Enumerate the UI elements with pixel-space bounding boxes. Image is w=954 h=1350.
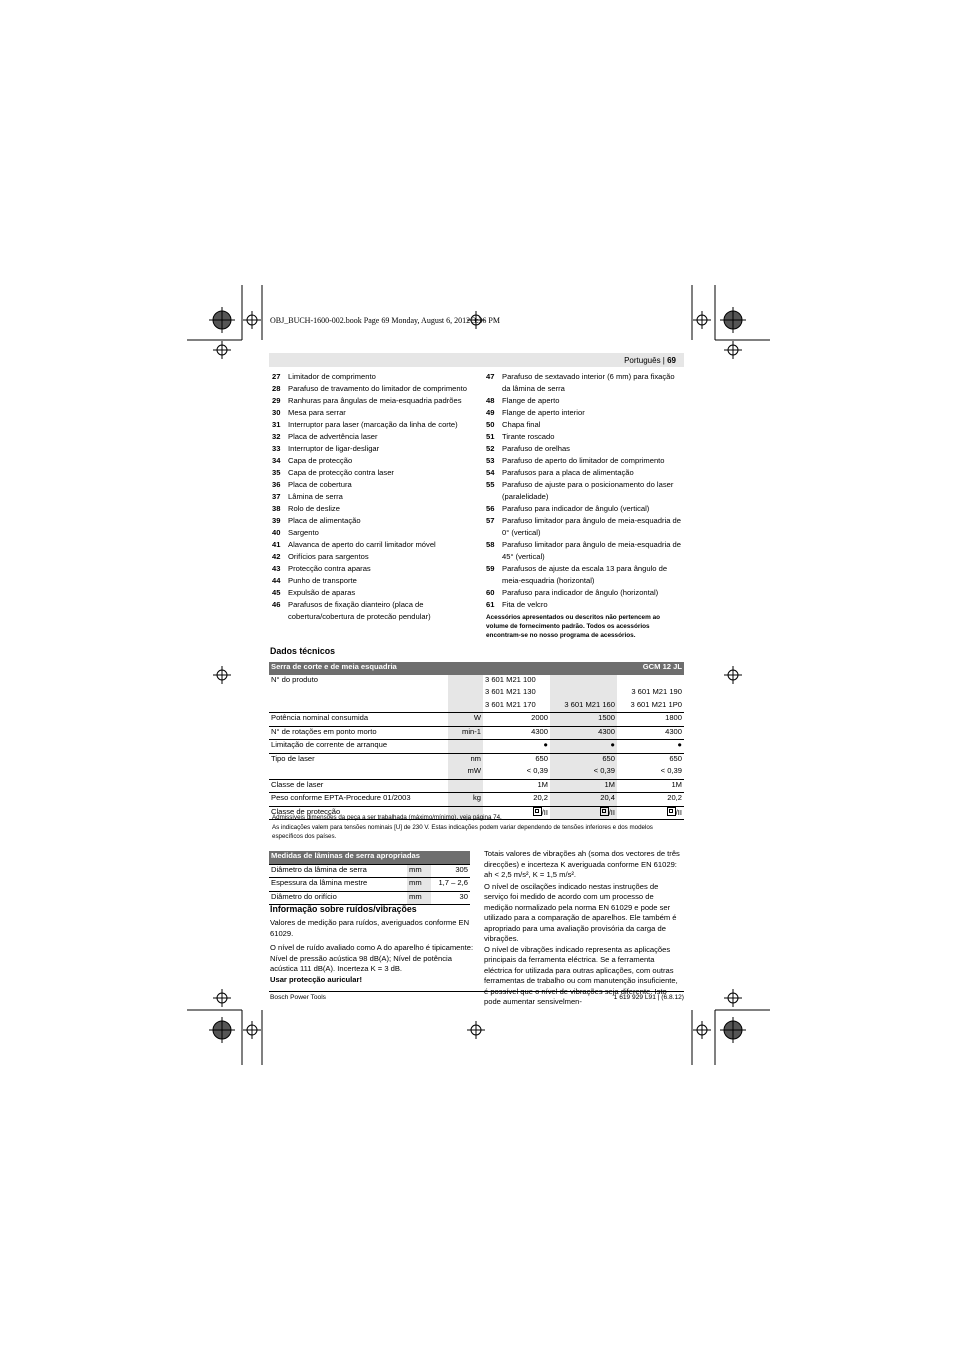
list-item (486, 503, 684, 515)
item-number: 30 (272, 408, 281, 417)
item-text: Capa de protecção (288, 456, 353, 465)
item-text: Placa de cobertura (288, 480, 352, 489)
item-text: Parafusos para a placa de alimentação (502, 468, 634, 477)
item-number: 49 (486, 408, 495, 417)
list-item (486, 515, 684, 539)
laser-class-2: 1M (550, 779, 617, 793)
tech-table (269, 662, 684, 820)
laser-mw-1: < 0,39 (526, 766, 548, 775)
list-item (486, 395, 684, 407)
item-number: 39 (272, 516, 281, 525)
list-item (272, 467, 472, 479)
item-number: 47 (486, 372, 495, 381)
item-number: 35 (272, 468, 281, 477)
file-info-line: OBJ_BUCH-1600-002.book Page 69 Monday, August 6, 2012 3:36 PM (270, 316, 500, 325)
item-number: 45 (272, 588, 281, 597)
item-number: 34 (272, 456, 281, 465)
list-item (486, 371, 684, 395)
power-label: Potência nominal consumida (269, 713, 448, 727)
item-number: 44 (272, 576, 281, 585)
vibration-paragraph-1: Totais valores de vibrações ah (soma dos vectores de três direcções) e incerteza K averiguada conforme EN 61029: (484, 849, 680, 869)
blade-diameter-label: Diâmetro da lâmina de serra (269, 864, 407, 878)
protection-suffix-3: /II (675, 807, 682, 817)
item-number: 31 (272, 420, 281, 429)
item-number: 52 (486, 444, 495, 453)
item-text: Lâmina de serra (288, 492, 343, 501)
laser-nm-1: 650 (483, 753, 550, 766)
item-text: Parafuso limitador para ângulo de meia-esquadria de 45° (vertical) (502, 540, 681, 561)
laser-nm-2: 650 (550, 753, 617, 766)
item-number: 53 (486, 456, 495, 465)
protection-suffix-2: /II (608, 807, 615, 817)
list-item (272, 383, 472, 395)
item-text: Mesa para serrar (288, 408, 346, 417)
item-text: Interruptor de ligar-desligar (288, 444, 380, 453)
product-number-col1-c: 3 601 M21 170 (485, 699, 536, 709)
item-text: Sargento (288, 528, 319, 537)
item-number: 38 (272, 504, 281, 513)
list-item (272, 599, 472, 623)
noise-paragraph-2: O nível de ruído avaliado como A do aparelho é tipicamente: Nível de pressão acústica 98 dB(A); Nível de potência acústica 111 dB(A). Incerteza K = 3 dB. (270, 943, 474, 973)
start-limit-unit (448, 740, 483, 754)
footer-rule (269, 991, 684, 992)
power-unit: W (448, 713, 483, 727)
list-item (272, 407, 472, 419)
page-number: 69 (667, 356, 676, 365)
blade-bore-label: Diâmetro do orifício (269, 891, 407, 905)
item-number: 48 (486, 396, 495, 405)
list-item (272, 551, 472, 563)
item-text: Parafuso de orelhas (502, 444, 570, 453)
item-text: Placa de advertência laser (288, 432, 378, 441)
item-text: Placa de alimentação (288, 516, 361, 525)
item-number: 33 (272, 444, 281, 453)
item-number: 56 (486, 504, 495, 513)
item-text: Flange de aperto interior (502, 408, 585, 417)
list-item (486, 431, 684, 443)
list-item (272, 587, 472, 599)
list-item (272, 371, 472, 383)
language-label: Português (624, 356, 661, 365)
blade-thickness-label: Espessura da lâmina mestre (269, 878, 407, 892)
item-text: Alavanca de aperto do carril limitador móvel (288, 540, 436, 549)
laser-class-1: 1M (483, 779, 550, 793)
weight-3: 20,2 (617, 793, 684, 807)
list-item (486, 467, 684, 479)
item-text: Parafuso limitador para ângulo de meia-esquadria de 0° (vertical) (502, 516, 681, 537)
item-number: 58 (486, 540, 495, 549)
item-number: 28 (272, 384, 281, 393)
list-item (486, 587, 684, 599)
item-text: Capa de protecção contra laser (288, 468, 394, 477)
item-number: 54 (486, 468, 495, 477)
item-number: 40 (272, 528, 281, 537)
item-number: 46 (272, 600, 281, 609)
vibration-paragraph-3: O nível de vibrações indicado representa as aplicações principais da ferramenta eléctrica. Se a ferramenta eléctrica for utilizada para outras aplicações, com outras ferramentas de trabalho ou com manutenção insuficiente, é possível que o nível de vibrações seja diferente. Isto pode aumentar sensivelmen- (484, 944, 678, 1006)
laser-mw-unit: mW (448, 766, 483, 779)
list-item (272, 491, 472, 503)
protection-label: Classe de protecção (269, 806, 448, 820)
speed-value-1: 4300 (483, 726, 550, 740)
list-item (486, 599, 684, 611)
noise-paragraph-1: Valores de medição para ruídos, averiguados conforme EN 61029. (270, 918, 470, 938)
power-value-2: 1500 (550, 713, 617, 727)
list-item (272, 443, 472, 455)
list-item (272, 503, 472, 515)
start-limit-value-2: ● (550, 740, 617, 754)
vibration-paragraph-2: O nível de oscilações indicado nestas instruções de serviço foi medido de acordo com um processo de medição normalizado pela norma EN 61029 e pode ser utilizado para a comparação de aparelhos. Ele também é apropriado para uma avaliação provisória da carga de vibrações. (484, 881, 677, 943)
item-text: Parafuso para indicador de ângulo (vertical) (502, 504, 650, 513)
vibration-values: ah < 2,5 m/s², K = 1,5 m/s². (484, 870, 577, 879)
tech-model: GCM 12 JL (617, 662, 684, 675)
item-text: Fita de velcro (502, 600, 548, 609)
start-limit-value-1: ● (483, 740, 550, 754)
product-number-label: N° do produto (271, 674, 318, 684)
product-number-col3-a: 3 601 M21 190 (631, 687, 682, 696)
laser-nm-unit: nm (448, 753, 483, 766)
laser-class-label: Classe de laser (269, 779, 448, 793)
component-list-right (486, 371, 684, 611)
start-limit-value-3: ● (617, 740, 684, 754)
item-number: 32 (272, 432, 281, 441)
item-number: 27 (272, 372, 281, 381)
speed-unit: min-1 (448, 726, 483, 740)
list-item (272, 527, 472, 539)
item-text: Punho de transporte (288, 576, 357, 585)
item-text: Ranhuras para ângulas de meia-esquadria padrões (288, 396, 462, 405)
blade-table (269, 851, 470, 905)
noise-heading: Informação sobre ruídos/vibrações (270, 904, 417, 914)
blade-diameter-unit: mm (407, 864, 431, 878)
tech-table-title: Serra de corte e de meia esquadria (269, 662, 617, 675)
list-item (486, 563, 684, 587)
product-number-col2-a: 3 601 M21 160 (550, 700, 617, 713)
item-number: 42 (272, 552, 281, 561)
list-item (486, 419, 684, 431)
speed-value-2: 4300 (550, 726, 617, 740)
weight-label: Peso conforme EPTA-Procedure 01/2003 (269, 793, 448, 807)
item-text: Parafusos de fixação dianteiro (placa de cobertura/cobertura de protecão pendular) (288, 600, 431, 621)
tech-heading: Dados técnicos (270, 646, 336, 656)
item-number: 41 (272, 540, 281, 549)
laser-class-3: 1M (617, 779, 684, 793)
list-item (272, 515, 472, 527)
footnote-2: As indicações valem para tensões nominais [U] de 230 V. Estas indicações podem variar dependendo de tensões inferiores e dos modelos específicos dos países. (272, 823, 653, 840)
item-text: Parafuso de aperto do limitador de comprimento (502, 456, 665, 465)
item-text: Parafuso de travamento do limitador de comprimento (288, 384, 467, 393)
weight-1: 20,2 (483, 793, 550, 807)
weight-unit: kg (448, 793, 483, 807)
item-number: 29 (272, 396, 281, 405)
item-text: Expulsão de aparas (288, 588, 356, 597)
item-number: 50 (486, 420, 495, 429)
list-item (272, 431, 472, 443)
weight-2: 20,4 (550, 793, 617, 807)
item-number: 51 (486, 432, 495, 441)
item-number: 55 (486, 480, 495, 489)
list-item (272, 395, 472, 407)
speed-label: N° de rotações em ponto morto (269, 726, 448, 740)
blade-thickness-value: 1,7 – 2,6 (431, 878, 470, 892)
item-text: Interruptor para laser (marcação da linha de corte) (288, 420, 458, 429)
item-text: Protecção contra aparas (288, 564, 371, 573)
item-text: Limitador de comprimento (288, 372, 376, 381)
noise-warning: Usar protecção auricular! (270, 974, 363, 984)
blade-table-title: Medidas de lâminas de serra apropriadas (269, 851, 470, 864)
start-limit-label: Limitação de corrente de arranque (269, 740, 448, 754)
blade-diameter-value: 305 (431, 864, 470, 878)
item-number: 36 (272, 480, 281, 489)
item-text: Parafusos de ajuste da escala 13 para ângulo de meia-esquadria (horizontal) (502, 564, 668, 585)
accessories-note: Acessórios apresentados ou descritos não pertencem ao volume de fornecimento padrão. Todos os acessórios encontram-se no nosso programa de acessórios. (486, 614, 661, 639)
list-item (272, 575, 472, 587)
component-list-left (272, 371, 472, 623)
vibration-section (484, 849, 684, 1008)
list-item (486, 407, 684, 419)
item-text: Parafuso para indicador de ângulo (horizontal) (502, 588, 659, 597)
item-text: Parafuso de ajuste para o posicionamento do laser (paralelidade) (502, 480, 674, 501)
footer-left: Bosch Power Tools (270, 994, 326, 1001)
list-item (272, 419, 472, 431)
blade-thickness-unit: mm (407, 878, 431, 892)
item-number: 59 (486, 564, 495, 573)
list-item (486, 455, 684, 467)
item-text: Parafuso de sextavado interior (6 mm) para fixação da lâmina de serra (502, 372, 675, 393)
footnote-1: Admissíveis dimensões da peça a ser trabalhada (máximo/mínimo), veja página 74. (272, 814, 502, 821)
product-number-col3-b: 3 601 M21 1P0 (630, 699, 682, 709)
tech-footnotes (272, 813, 684, 842)
blade-bore-unit: mm (407, 891, 431, 905)
list-item (272, 479, 472, 491)
item-number: 61 (486, 600, 495, 609)
laser-type-label: Tipo de laser (269, 753, 448, 766)
protection-suffix-1: /II (541, 807, 548, 817)
list-item (486, 479, 684, 503)
power-value-3: 1800 (617, 713, 684, 727)
speed-value-3: 4300 (617, 726, 684, 740)
item-text: Tirante roscado (502, 432, 555, 441)
item-number: 60 (486, 588, 495, 597)
item-text: Rolo de deslize (288, 504, 340, 513)
item-number: 37 (272, 492, 281, 501)
noise-section (270, 904, 475, 985)
list-item (486, 443, 684, 455)
item-number: 43 (272, 564, 281, 573)
item-number: 57 (486, 516, 495, 525)
list-item (272, 455, 472, 467)
list-item (486, 539, 684, 563)
item-text: Flange de aperto (502, 396, 560, 405)
power-value-1: 2000 (483, 713, 550, 727)
laser-mw-3: < 0,39 (660, 766, 682, 775)
item-text: Orifícios para sargentos (288, 552, 369, 561)
product-number-col1-a: 3 601 M21 100 (485, 674, 536, 684)
list-item (272, 563, 472, 575)
laser-mw-2: < 0,39 (550, 766, 617, 779)
page-header: Português | 69 (624, 356, 676, 365)
item-text: Chapa final (502, 420, 541, 429)
laser-nm-3: 650 (617, 753, 684, 766)
list-item (272, 539, 472, 551)
product-number-col1-b: 3 601 M21 130 (485, 687, 536, 696)
footer-right: 1 619 929 L91 | (6.8.12) (613, 994, 684, 1001)
blade-bore-value: 30 (431, 891, 470, 905)
